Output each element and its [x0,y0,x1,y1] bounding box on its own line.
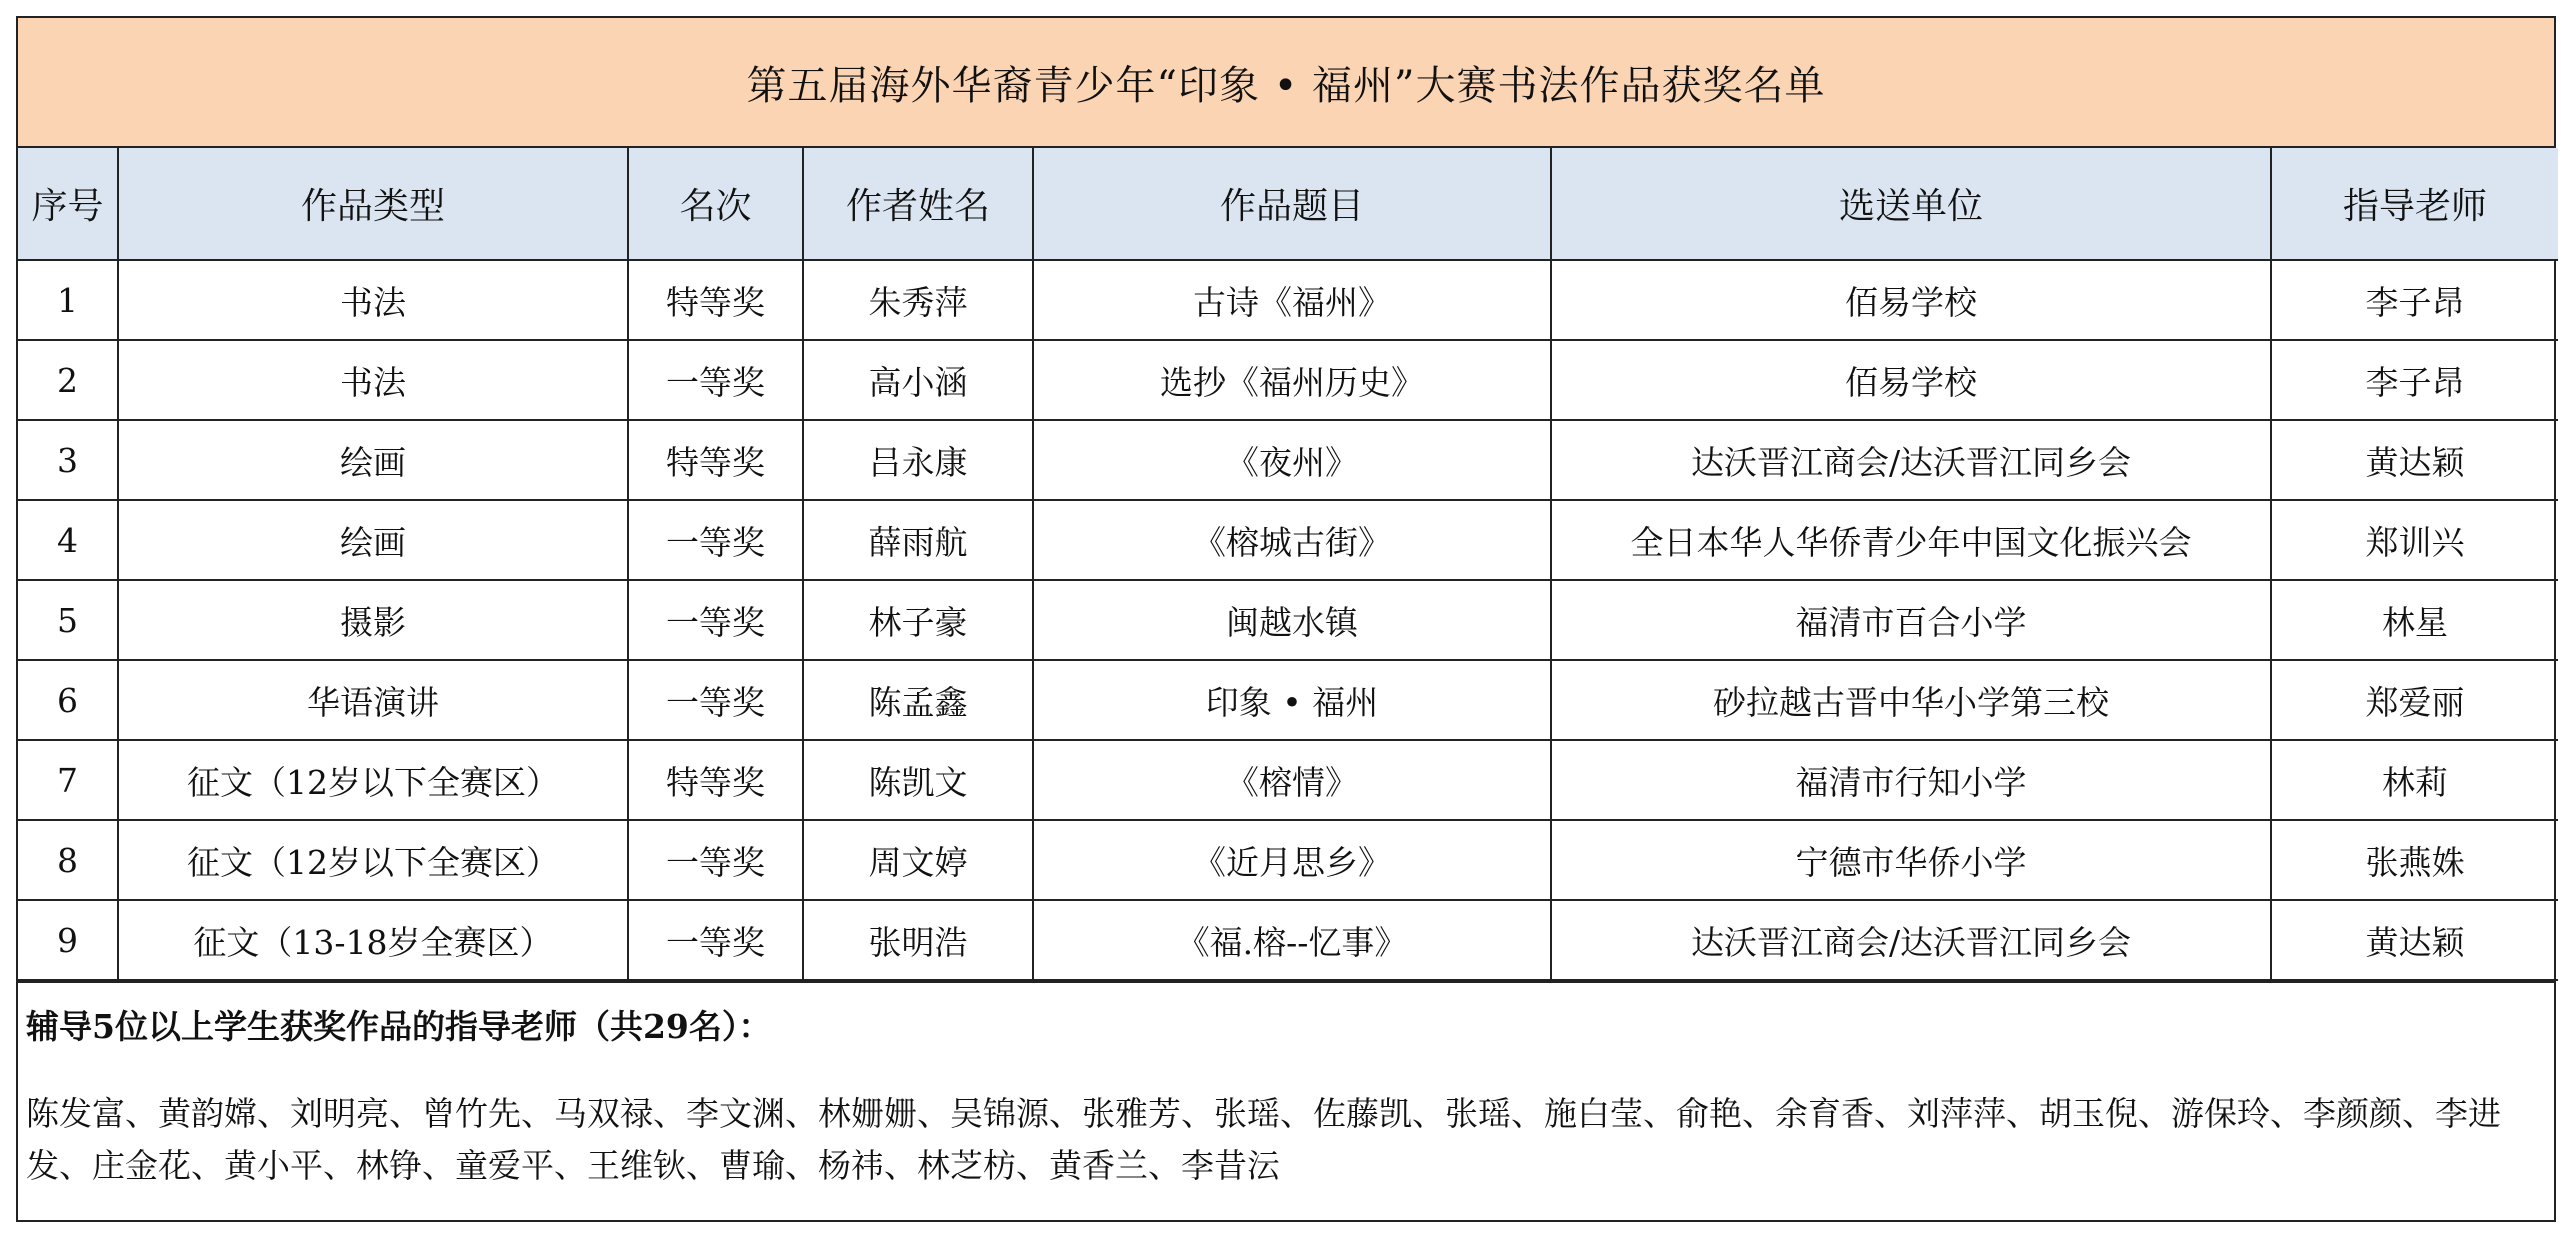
cell-teacher: 林莉 [2271,740,2558,820]
cell-work-title: 《榕情》 [1033,740,1551,820]
cell-work-type: 绘画 [118,500,628,580]
cell-organization: 宁德市华侨小学 [1551,820,2271,900]
cell-teacher: 郑训兴 [2271,500,2558,580]
cell-rank: 一等奖 [628,340,803,420]
cell-author: 周文婷 [803,820,1033,900]
cell-rank: 特等奖 [628,420,803,500]
header-organization: 选送单位 [1551,148,2271,260]
cell-work-title: 印象 • 福州 [1033,660,1551,740]
cell-rank: 一等奖 [628,580,803,660]
cell-author: 陈凯文 [803,740,1033,820]
cell-rank: 一等奖 [628,660,803,740]
cell-teacher: 黄达颖 [2271,420,2558,500]
cell-organization: 福清市百合小学 [1551,580,2271,660]
cell-author: 吕永康 [803,420,1033,500]
cell-index: 8 [18,820,118,900]
header-work-type: 作品类型 [118,148,628,260]
cell-organization: 福清市行知小学 [1551,740,2271,820]
table-row [18,260,2558,340]
cell-teacher: 黄达颖 [2271,900,2558,980]
award-table [18,148,2558,981]
cell-work-type: 华语演讲 [118,660,628,740]
table-row [18,580,2558,660]
header-rank: 名次 [628,148,803,260]
cell-index: 1 [18,260,118,340]
cell-index: 6 [18,660,118,740]
cell-rank: 一等奖 [628,900,803,980]
cell-index: 5 [18,580,118,660]
table-row [18,500,2558,580]
cell-author: 薛雨航 [803,500,1033,580]
cell-index: 3 [18,420,118,500]
cell-work-title: 《榕城古街》 [1033,500,1551,580]
cell-teacher: 李子昂 [2271,260,2558,340]
header-work-title: 作品题目 [1033,148,1551,260]
cell-work-title: 《福.榕--忆事》 [1033,900,1551,980]
teacher-list: 陈发富、黄韵嫦、刘明亮、曾竹先、马双禄、李文渊、林姗姗、吴锦源、张雅芳、张瑶、佐藤凯、张瑶、施白莹、俞艳、余育香、刘萍萍、胡玉倪、游保玲、李颜颜、李进发、庄金花、黄小平、林铮、童爱平、王维钬、曹瑜、杨祎、林芝枋、黄香兰、李昔沄 [26,1094,2501,1185]
header-author: 作者姓名 [803,148,1033,260]
cell-work-type: 征文（12岁以下全赛区） [118,740,628,820]
teacher-notes [18,981,2554,1192]
cell-work-type: 绘画 [118,420,628,500]
table-row [18,900,2558,980]
cell-author: 张明浩 [803,900,1033,980]
table-body [18,260,2558,980]
cell-organization: 佰易学校 [1551,260,2271,340]
cell-work-title: 古诗《福州》 [1033,260,1551,340]
cell-rank: 特等奖 [628,260,803,340]
cell-author: 陈孟鑫 [803,660,1033,740]
cell-work-type: 书法 [118,340,628,420]
cell-organization: 达沃晋江商会/达沃晋江同乡会 [1551,900,2271,980]
cell-index: 2 [18,340,118,420]
sheet-title-bar [18,18,2554,148]
cell-author: 林子豪 [803,580,1033,660]
cell-work-type: 征文（12岁以下全赛区） [118,820,628,900]
award-sheet [16,16,2556,1222]
cell-work-title: 选抄《福州历史》 [1033,340,1551,420]
header-teacher: 指导老师 [2271,148,2558,260]
table-row [18,660,2558,740]
table-header-row [18,148,2558,260]
cell-work-title: 《夜州》 [1033,420,1551,500]
cell-index: 7 [18,740,118,820]
cell-work-type: 书法 [118,260,628,340]
cell-organization: 佰易学校 [1551,340,2271,420]
cell-teacher: 张燕姝 [2271,820,2558,900]
cell-organization: 砂拉越古晋中华小学第三校 [1551,660,2271,740]
table-row [18,340,2558,420]
table-row [18,740,2558,820]
table-row [18,420,2558,500]
cell-author: 朱秀萍 [803,260,1033,340]
cell-rank: 一等奖 [628,500,803,580]
cell-rank: 特等奖 [628,740,803,820]
table-row [18,820,2558,900]
header-index: 序号 [18,148,118,260]
cell-teacher: 李子昂 [2271,340,2558,420]
cell-index: 9 [18,900,118,980]
cell-index: 4 [18,500,118,580]
cell-rank: 一等奖 [628,820,803,900]
cell-organization: 达沃晋江商会/达沃晋江同乡会 [1551,420,2271,500]
cell-work-type: 摄影 [118,580,628,660]
cell-author: 高小涵 [803,340,1033,420]
cell-work-title: 闽越水镇 [1033,580,1551,660]
notes-heading: 辅导5位以上学生获奖作品的指导老师（共29名）： [26,1007,772,1046]
cell-work-type: 征文（13-18岁全赛区） [118,900,628,980]
cell-teacher: 林星 [2271,580,2558,660]
cell-organization: 全日本华人华侨青少年中国文化振兴会 [1551,500,2271,580]
sheet-title: 第五届海外华裔青少年“印象 • 福州”大赛书法作品获奖名单 [746,62,1826,109]
cell-teacher: 郑爱丽 [2271,660,2558,740]
cell-work-title: 《近月思乡》 [1033,820,1551,900]
